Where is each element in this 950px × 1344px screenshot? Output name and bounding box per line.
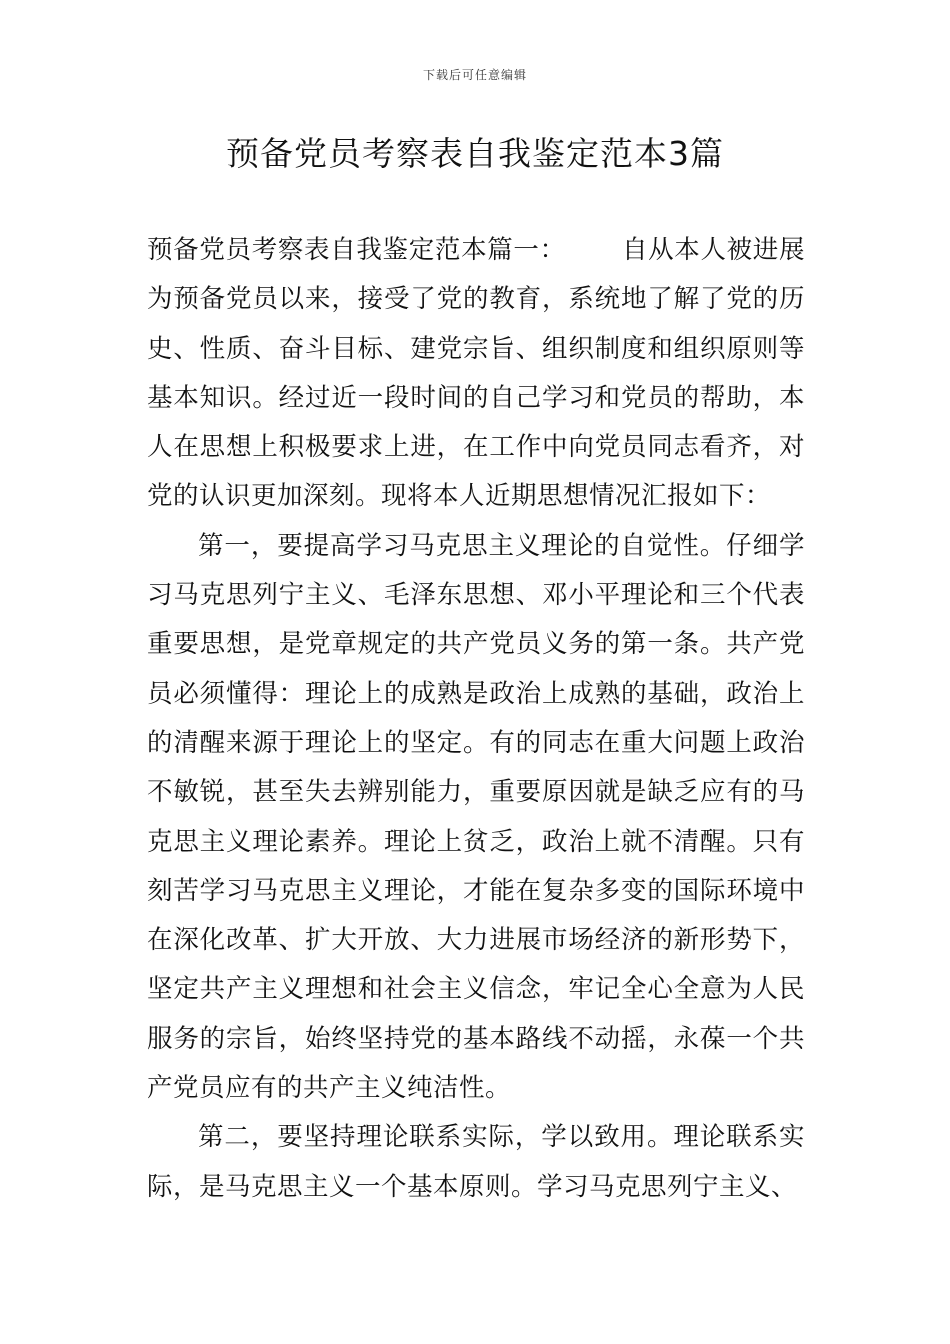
paragraph-second-point: 第二，要坚持理论联系实际，学以致用。理论联系实际，是马克思主义一个基本原则。学习马克思列宁主义、 (147, 1122, 805, 1202)
paragraph-first-point: 第一，要提高学习马克思主义理论的自觉性。仔细学习马克思列宁主义、毛泽东思想、邓小平理论和三个代表重要思想，是党章规定的共产党员义务的第一条。共产党员必须懂得：理论上的成熟是政治上成熟的基础，政治上的清醒来源于理论上的坚定。有的同志在重大问题上政治不敏锐，甚至失去辨别能力，重要原因就是缺乏应有的马克思主义理论素养。理论上贫乏，政治上就不清醒。只有刻苦学习马克思主义理论，才能在复杂多变的国际环境中在深化改革、扩大开放、大力进展市场经济的新形势下，坚定共产主义理想和社会主义信念，牢记全心全意为人民服务的宗旨，始终坚持党的基本路线不动摇，永葆一个共产党员应有的共产主义纯洁性。 (147, 530, 805, 1104)
intro-text: 自从本人被进展为预备党员以来，接受了党的教育，系统地了解了党的历史、性质、奋斗目标、建党宗旨、组织制度和组织原则等基本知识。经过近一段时间的自己学习和党员的帮助，本人在思想上积极要求上进，在工作中向党员同志看齐，对党的认识更加深刻。现将本人近期思想情况汇报如下： (147, 235, 805, 512)
document-title: 预备党员考察表自我鉴定范本3篇 (226, 134, 724, 173)
document-body (147, 226, 805, 1212)
intro-paragraph (147, 226, 805, 522)
intro-label: 预备党员考察表自我鉴定范本篇一： (147, 235, 566, 265)
header-note: 下载后可任意编辑 (422, 68, 527, 82)
